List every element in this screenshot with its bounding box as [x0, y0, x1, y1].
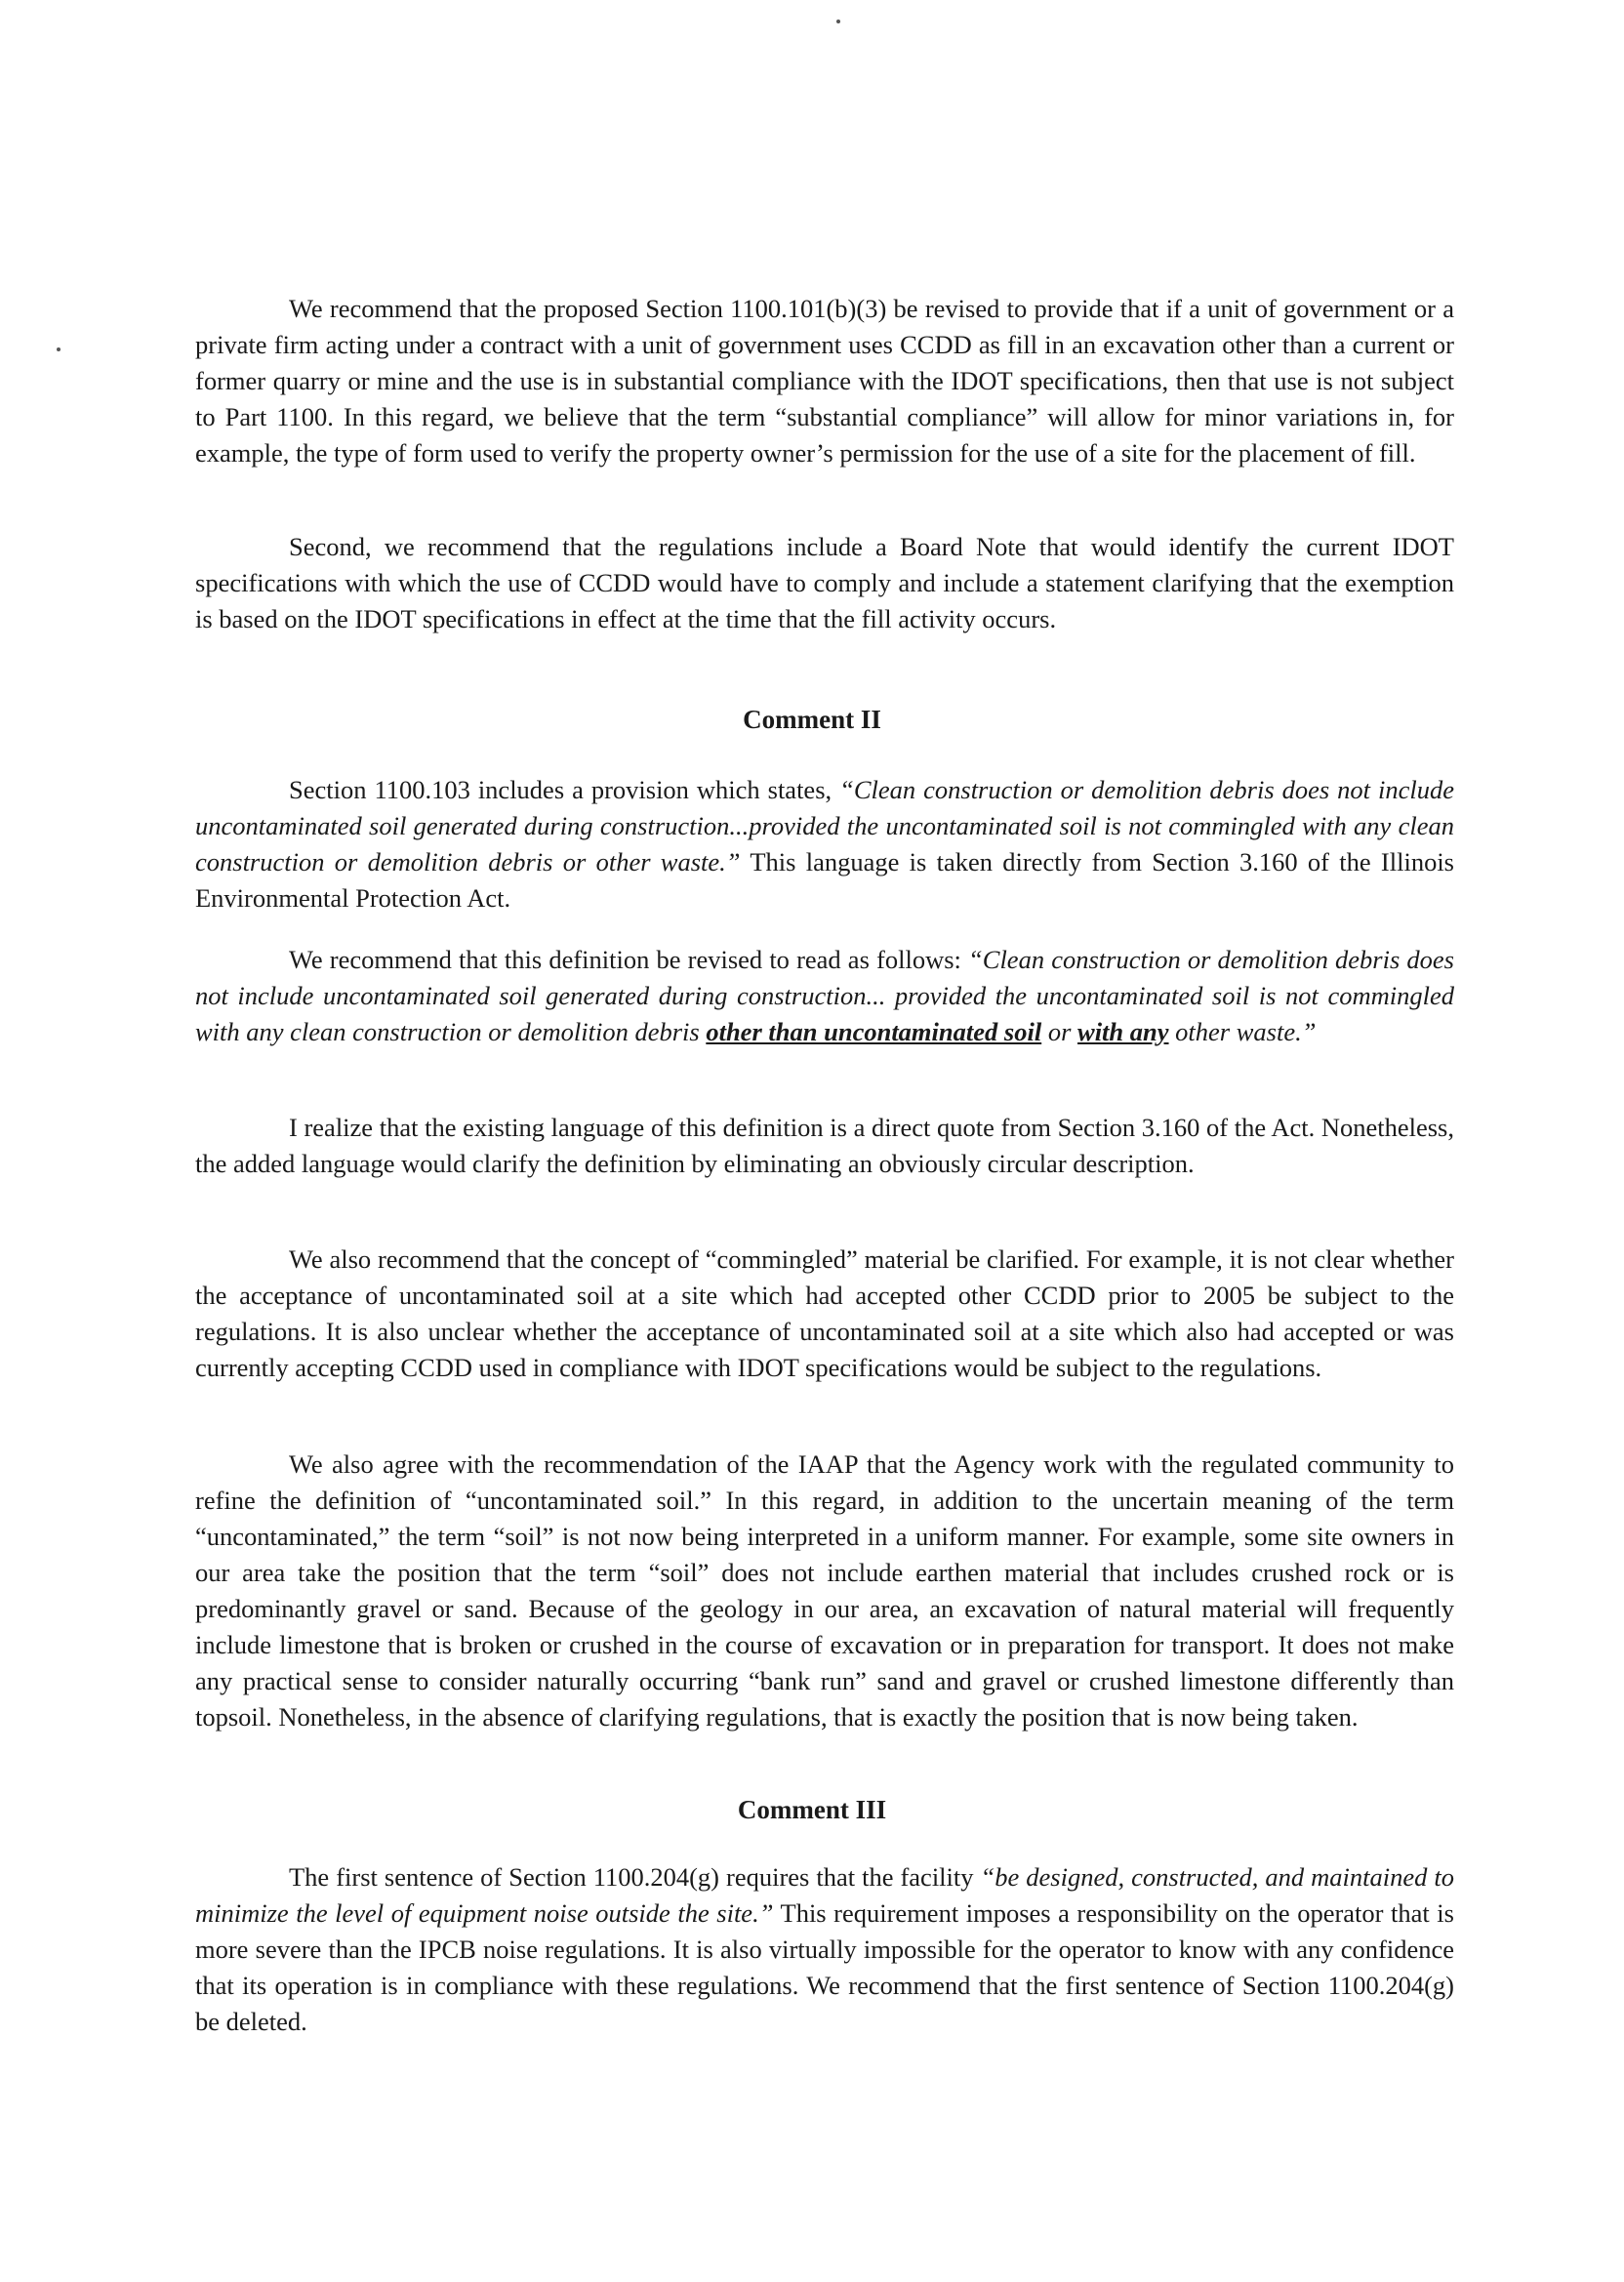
- quoted-definition: other waste.”: [1168, 1017, 1317, 1046]
- text-run: We recommend that this definition be revised to read as follows:: [289, 945, 969, 974]
- quoted-definition: “Clean construction or demolition debris does not include uncontaminated soil generated during construction... provided the uncontaminated soil is not commingled with any clean construction or demolition debris: [195, 945, 1454, 1046]
- comment-ii-heading: Comment II: [743, 705, 881, 734]
- inserted-text: other than uncontaminated soil: [706, 1017, 1042, 1046]
- paragraph-uncontaminated-soil: We also agree with the recommendation of the IAAP that the Agency work with the regulated community to refine the definition of “uncontaminated soil.” In this regard, in addition to the uncertain meaning of the term “uncontaminated,” the term “soil” is not now being interpreted in a uniform manner. For example, some site owners in our area take the position that the term “soil” does not include earthen material that includes crushed rock or is predominantly gravel or sand. Because of the geology in our area, an excavation of natural material will frequently include limestone that is broken or crushed in the course of excavation or in preparation for transport. It does not make any practical sense to consider naturally occurring “bank run” sand and gravel or crushed limestone differently than topsoil. Nonetheless, in the absence of clarifying regulations, that is exactly the position that is now being taken.: [195, 1449, 1454, 1732]
- paragraph-revised-definition: [195, 942, 1454, 1050]
- paragraph-recommend-section-1100-101: We recommend that the proposed Section 1100.101(b)(3) be revised to provide that if a unit of government or a private firm acting under a contract with a unit of government uses CCDD as fill in an excavation other than a current or former quarry or mine and the use is in substantial compliance with the IDOT specifications, then that use is not subject to Part 1100. In this regard, we believe that the term “substantial compliance” will allow for minor variations in, for example, the type of form used to verify the property owner’s permission for the use of a site for the placement of fill.: [195, 294, 1454, 468]
- text-run: This requirement imposes a responsibility on the operator that is more severe than the IPCB noise regulations. It is also virtually impossible for the operator to know with any confidence that its operation is in compliance with these regulations. We recommend that the first sentence of Section 1100.204(g) be deleted.: [195, 1898, 1454, 2036]
- text-run: Section 1100.103 includes a provision which states,: [289, 775, 840, 804]
- quoted-definition: or: [1041, 1017, 1078, 1046]
- text-run: The first sentence of Section 1100.204(g) requires that the facility: [289, 1862, 981, 1892]
- paragraph-commingled: We also recommend that the concept of “commingled” material be clarified. For example, it is not clear whether the acceptance of uncontaminated soil at a site which had accepted other CCDD prior to 2005 be subject to the regulations. It is also unclear whether the acceptance of uncontaminated soil at a site which also had accepted or was currently accepting CCDD used in compliance with IDOT specifications would be subject to the regulations.: [195, 1244, 1454, 1382]
- quoted-definition: “Clean construction or demolition debris does not include uncontaminated soil generated during construction...provided the uncontaminated soil is not commingled with any clean construction or demolition debris or other waste.”: [195, 775, 1455, 876]
- scan-artifact: [836, 20, 840, 23]
- text-run: This language is taken directly from Section 3.160 of the Illinois Environmental Protection Act.: [195, 847, 1454, 913]
- paragraph-board-note: Second, we recommend that the regulations include a Board Note that would identify the current IDOT specifications with which the use of CCDD would have to comply and include a statement clarifying that the exemption is based on the IDOT specifications in effect at the time that the fill activity occurs.: [195, 532, 1454, 633]
- scan-artifact: [57, 347, 61, 351]
- comment-iii-heading: Comment III: [737, 1795, 887, 1824]
- paragraph-section-1100-204g: [195, 1859, 1454, 2040]
- paragraph-existing-language: I realize that the existing language of this definition is a direct quote from Section 3.160 of the Act. Nonetheless, the added language would clarify the definition by eliminating an obviously circular description.: [195, 1113, 1454, 1178]
- paragraph-section-1100-103: [195, 772, 1454, 917]
- quoted-requirement: “be designed, constructed, and maintained to minimize the level of equipment noise outside the site.”: [195, 1862, 1454, 1928]
- inserted-text: with any: [1077, 1017, 1169, 1046]
